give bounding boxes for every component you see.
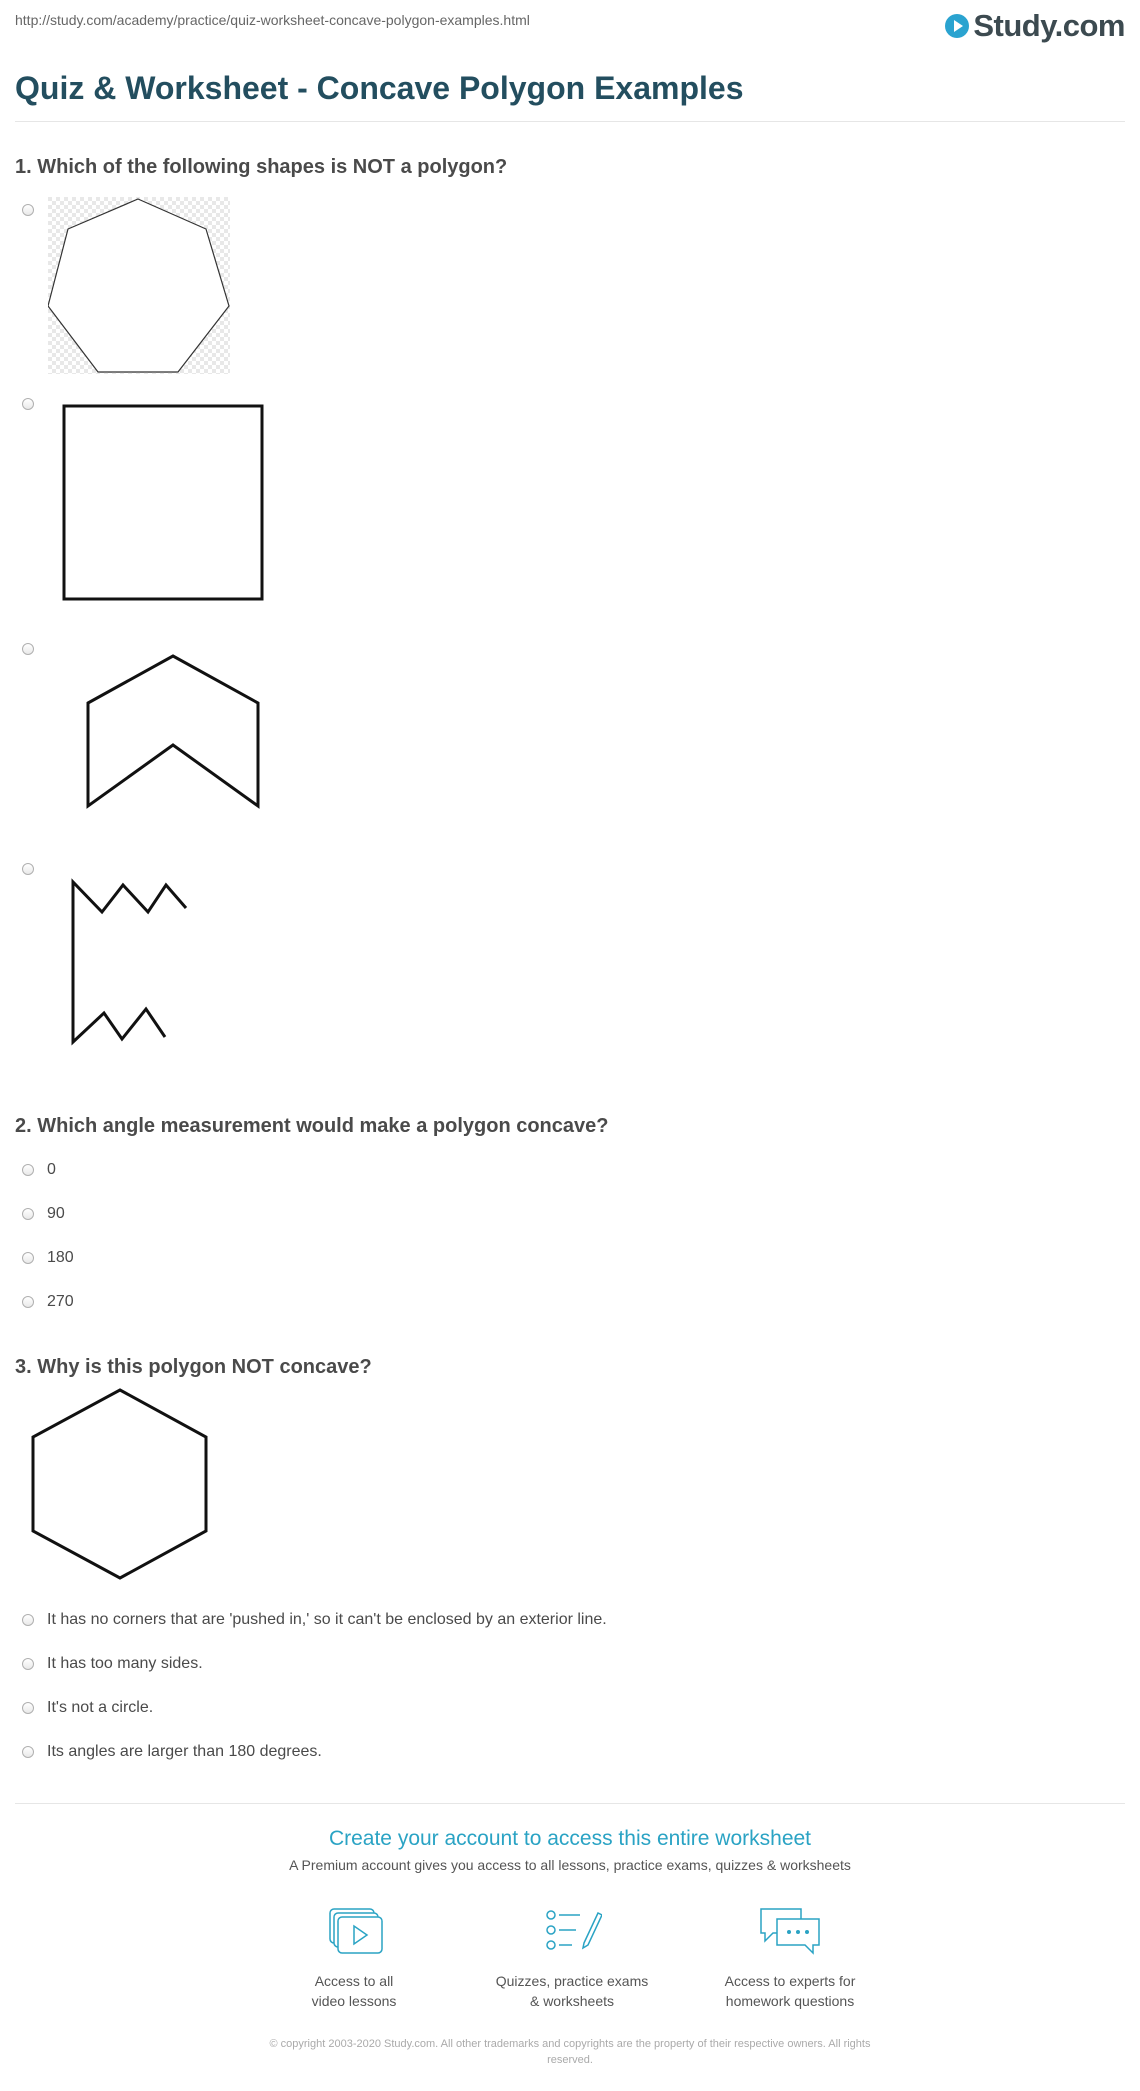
video-lesson-icon	[324, 1907, 384, 1957]
feature-label-line1: Access to all	[314, 1973, 394, 1989]
footer-line2: reserved.	[547, 2054, 593, 2066]
q2-option-4-radio[interactable]	[22, 1296, 34, 1308]
quiz-checklist-icon	[542, 1907, 602, 1957]
concave-hexagon-image	[86, 654, 260, 809]
feature-label-line2: video lessons	[311, 1993, 397, 2009]
q1-option-3-radio[interactable]	[22, 643, 34, 655]
copyright-footer	[210, 2036, 930, 2068]
cta-divider	[15, 1803, 1125, 1804]
q1-option-1-radio[interactable]	[22, 204, 34, 216]
q3-option-3-label[interactable]: It's not a circle.	[47, 1699, 154, 1716]
q2-option-3-label[interactable]: 180	[47, 1249, 74, 1266]
question-1-text: 1. Which of the following shapes is NOT a polygon?	[15, 156, 508, 178]
feature-label-line2: homework questions	[725, 1993, 855, 2009]
study-logo[interactable]	[945, 8, 1125, 44]
open-zigzag-shape-image	[70, 878, 190, 1048]
q2-option-2-radio[interactable]	[22, 1208, 34, 1220]
q1-option-4-radio[interactable]	[22, 863, 34, 875]
chat-bubbles-icon	[757, 1907, 823, 1957]
q2-option-1-radio[interactable]	[22, 1164, 34, 1176]
feature-label-line1: Quizzes, practice exams	[495, 1973, 649, 1989]
question-3-text: 3. Why is this polygon NOT concave?	[15, 1356, 372, 1378]
cta-title[interactable]: Create your account to access this entire worksheet	[328, 1827, 812, 1850]
q1-option-2-radio[interactable]	[22, 398, 34, 410]
logo-text: Study.com	[973, 8, 1125, 43]
footer-line1: © copyright 2003-2020 Study.com. All other trademarks and copyrights are the property of their respective owners. All rights	[269, 2038, 871, 2050]
q3-option-1-radio[interactable]	[22, 1614, 34, 1626]
feature-label-line2: & worksheets	[529, 1993, 615, 2009]
feature-quizzes	[472, 1907, 672, 2011]
feature-video-lessons	[254, 1907, 454, 2011]
page-url: http://study.com/academy/practice/quiz-worksheet-concave-polygon-examples.html	[15, 12, 530, 28]
hexagon-image	[30, 1388, 210, 1580]
q2-option-3-radio[interactable]	[22, 1252, 34, 1264]
q3-option-4-label[interactable]: Its angles are larger than 180 degrees.	[47, 1743, 322, 1760]
q2-option-1-label[interactable]: 0	[47, 1161, 56, 1178]
page-title: Quiz & Worksheet - Concave Polygon Examples	[15, 70, 744, 106]
q3-option-1-label[interactable]: It has no corners that are 'pushed in,' so it can't be enclosed by an exterior line.	[47, 1611, 607, 1628]
cta-subtitle: A Premium account gives you access to all lessons, practice exams, quizzes & worksheets	[289, 1857, 851, 1873]
title-divider	[15, 121, 1125, 122]
play-logo-icon	[945, 14, 969, 38]
feature-experts	[690, 1907, 890, 2011]
q3-option-2-label[interactable]: It has too many sides.	[47, 1655, 203, 1672]
square-image	[62, 404, 266, 602]
feature-label-line1: Access to experts for	[724, 1973, 856, 1989]
question-2-text: 2. Which angle measurement would make a polygon concave?	[15, 1115, 609, 1137]
q2-option-2-label[interactable]: 90	[47, 1205, 65, 1222]
q3-option-2-radio[interactable]	[22, 1658, 34, 1670]
heptagon-image	[48, 197, 230, 374]
q2-option-4-label[interactable]: 270	[47, 1293, 74, 1310]
q3-option-3-radio[interactable]	[22, 1702, 34, 1714]
q3-option-4-radio[interactable]	[22, 1746, 34, 1758]
